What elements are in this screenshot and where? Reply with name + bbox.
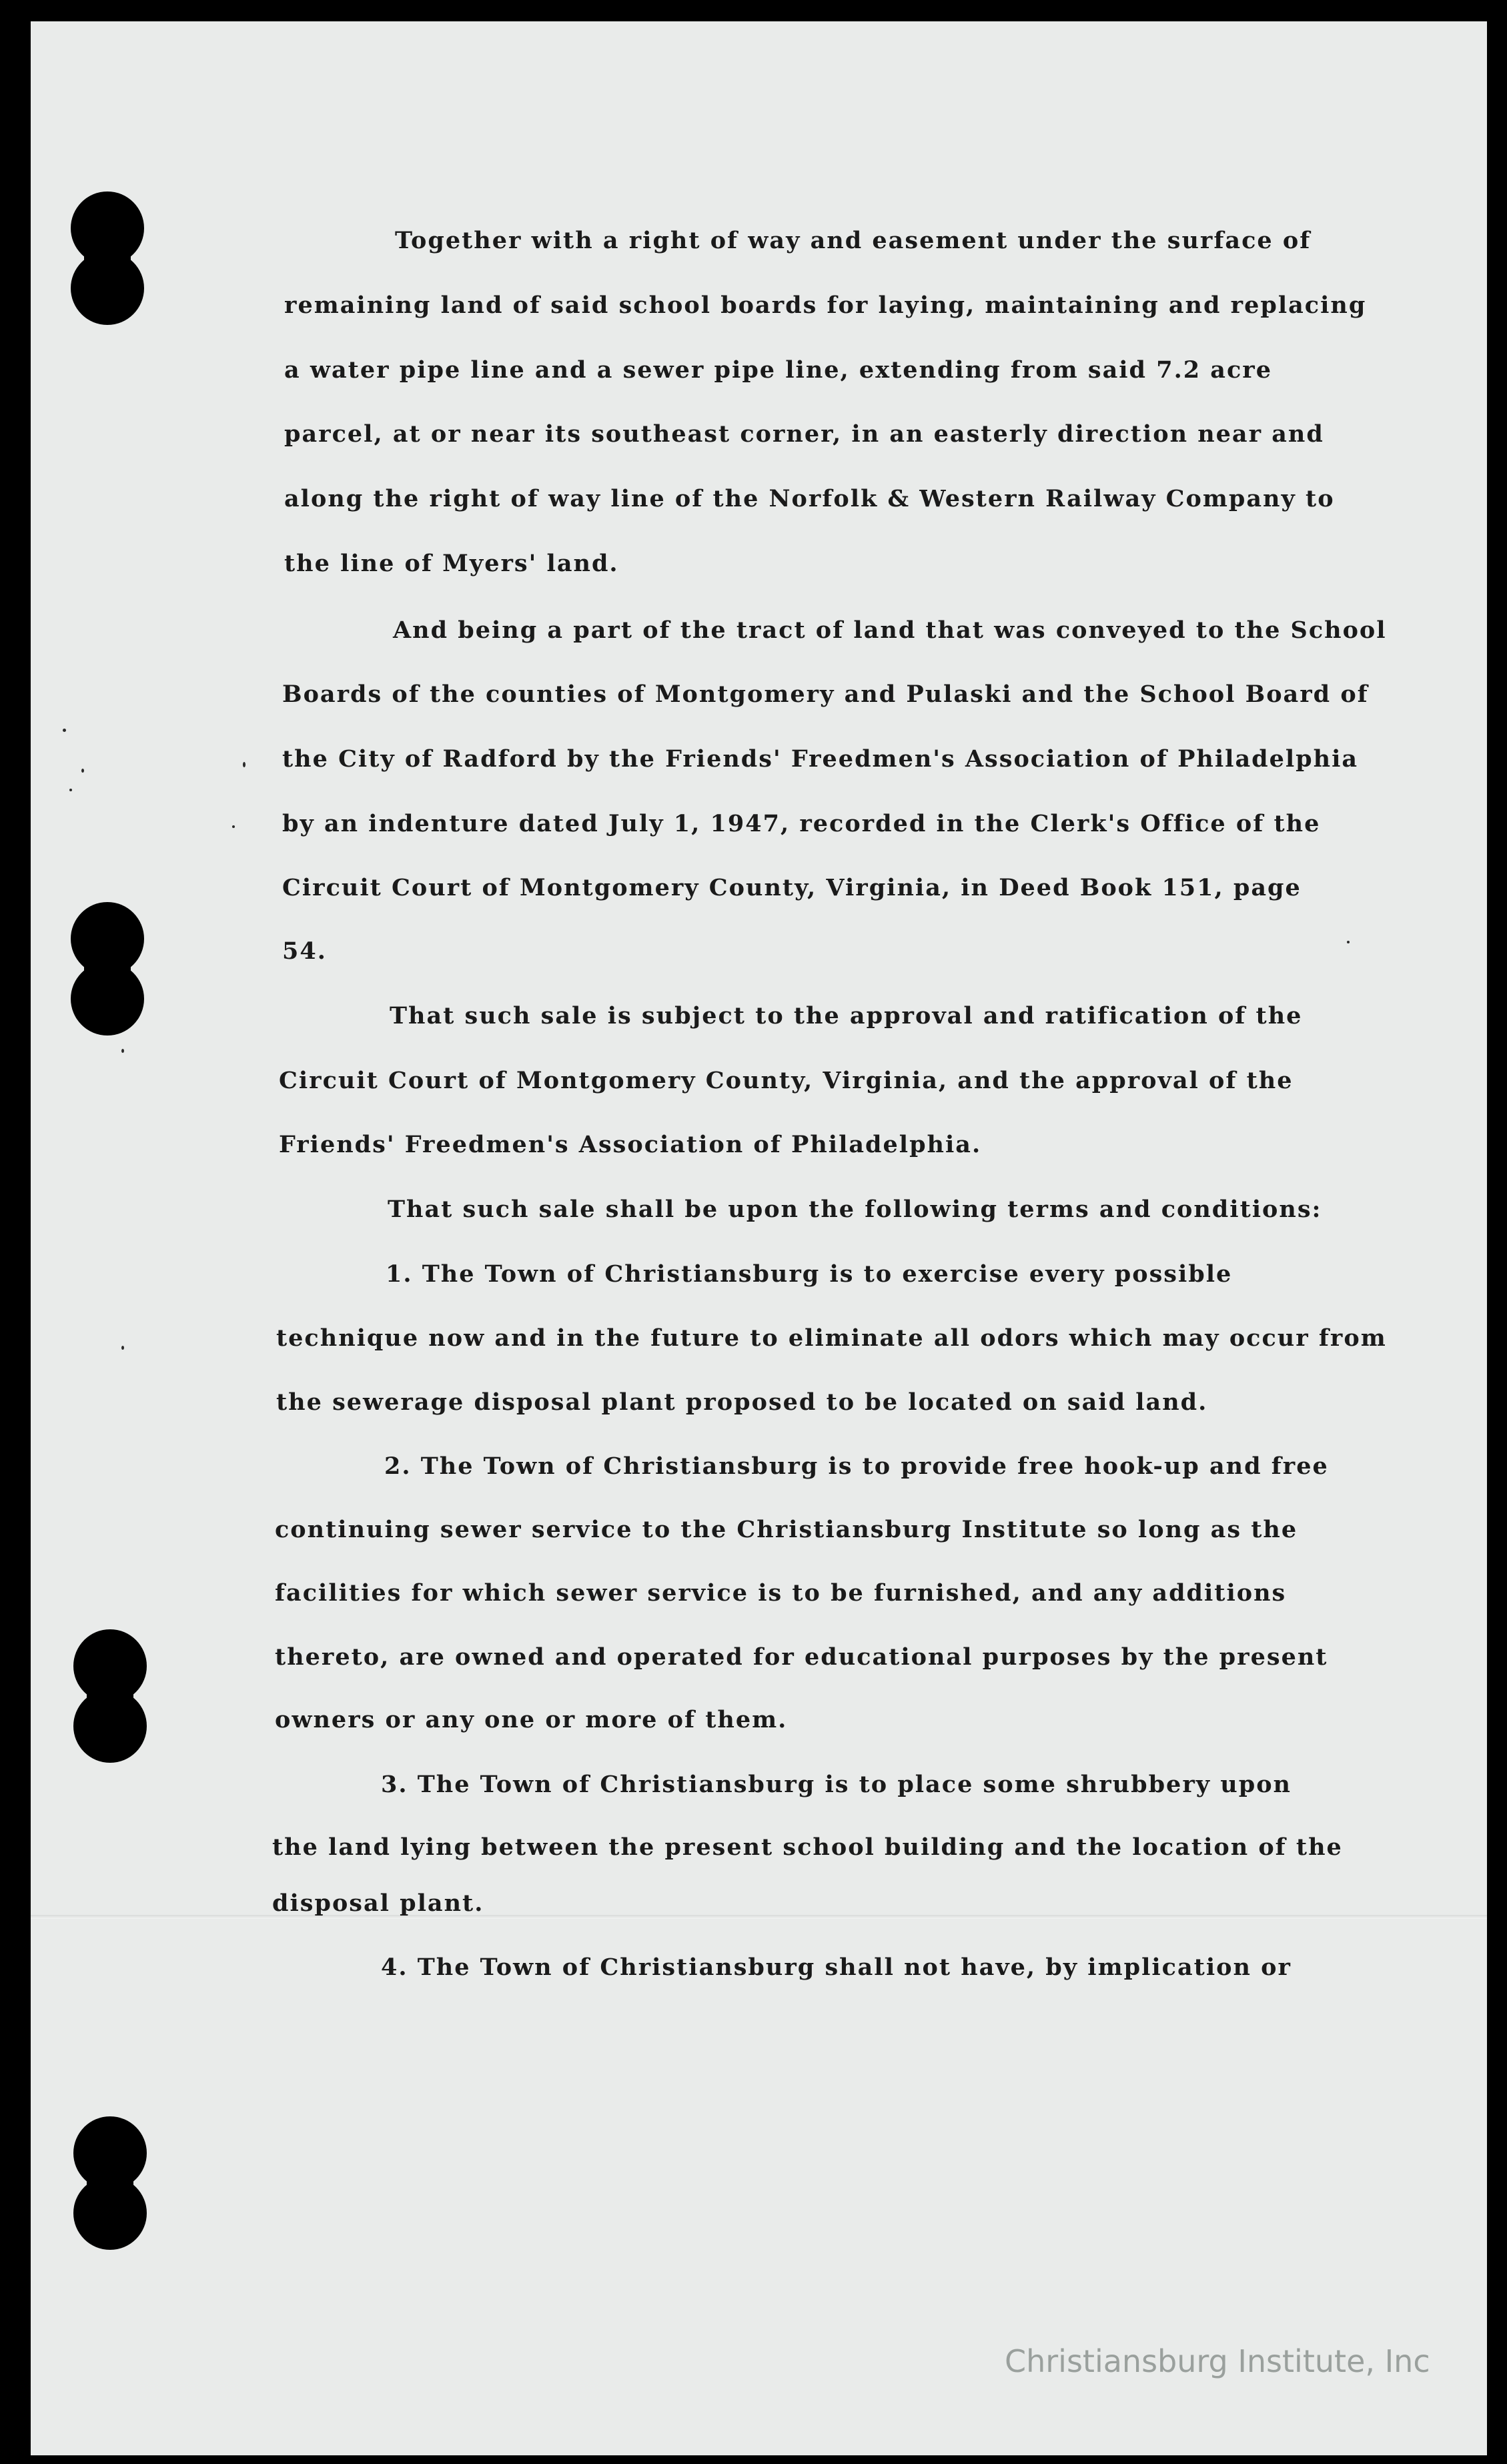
text-line: That such sale is subject to the approval and ratification of the [390,1002,1303,1030]
ink-speck [232,825,235,828]
text-line: the City of Radford by the Friends' Freedmen's Association of Philadelphia [282,745,1359,773]
text-line: the sewerage disposal plant proposed to be located on said land. [276,1388,1208,1416]
text-line: And being a part of the tract of land that was conveyed to the School [393,617,1387,644]
ink-speck [1347,941,1350,943]
ink-speck [243,762,245,767]
text-line: along the right of way line of the Norfolk & Western Railway Company to [284,485,1335,512]
text-line: continuing sewer service to the Christiansburg Institute so long as the [275,1516,1298,1543]
text-line: Circuit Court of Montgomery County, Virginia, and the approval of the [279,1067,1294,1094]
binder-hole-icon [71,902,144,1036]
text-line: Boards of the counties of Montgomery and Pulaski and the School Board of [282,681,1369,708]
binder-hole-icon [73,1629,147,1763]
text-line: 3. The Town of Christiansburg is to place some shrubbery upon [381,1771,1292,1798]
ink-speck [121,1049,124,1053]
text-line: Friends' Freedmen's Association of Philadelphia. [279,1131,982,1158]
binder-hole-icon [73,2116,147,2250]
text-line: thereto, are owned and operated for educational purposes by the present [275,1643,1328,1671]
watermark-text: Christiansburg Institute, Inc [1005,2343,1430,2379]
text-line: the line of Myers' land. [284,550,619,577]
ink-speck [121,1346,124,1350]
text-line: owners or any one or more of them. [275,1706,788,1733]
text-line: facilities for which sewer service is to be furnished, and any additions [275,1579,1287,1607]
text-line: 1. The Town of Christiansburg is to exercise every possible [386,1260,1233,1288]
text-line: Together with a right of way and easement under the surface of [395,227,1312,254]
text-line: technique now and in the future to eliminate all odors which may occur from [276,1324,1387,1352]
text-line: remaining land of said school boards for laying, maintaining and replacing [284,292,1367,319]
text-line: 2. The Town of Christiansburg is to provide free hook-up and free [384,1453,1329,1480]
text-line: disposal plant. [272,1890,484,1917]
text-line: 54. [282,937,327,965]
document-page [31,21,1487,2455]
ink-speck [81,769,84,773]
text-line: the land lying between the present school building and the location of the [272,1833,1343,1861]
text-line: a water pipe line and a sewer pipe line, extending from said 7.2 acre [284,356,1272,384]
ink-speck [63,729,66,732]
text-line: by an indenture dated July 1, 1947, recorded in the Clerk's Office of the [282,810,1321,837]
binder-hole-icon [71,191,144,325]
text-line: 4. The Town of Christiansburg shall not have, by implication or [381,1954,1292,1981]
paper-fold-crease [31,1915,1487,1919]
ink-speck [69,789,72,791]
text-line: parcel, at or near its southeast corner, in an easterly direction near and [284,420,1324,448]
text-line: That such sale shall be upon the following terms and conditions: [388,1196,1322,1223]
text-line: Circuit Court of Montgomery County, Virginia, in Deed Book 151, page [282,874,1302,901]
